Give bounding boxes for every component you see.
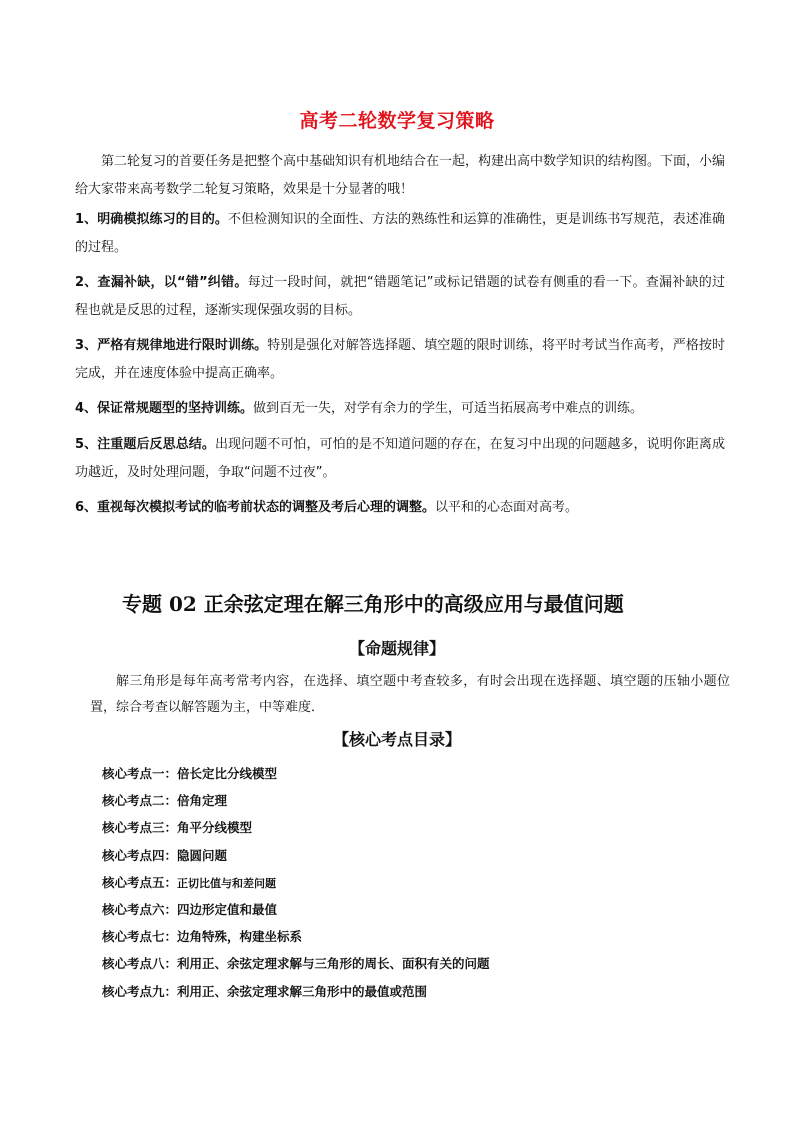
toc-item xyxy=(102,950,490,977)
strategy-item-1 xyxy=(75,206,725,262)
toc-item xyxy=(102,787,490,814)
topic-title: 专题 02 正余弦定理在解三角形中的高级应用与最值问题 xyxy=(122,592,624,616)
toc-item xyxy=(102,760,490,787)
strategy-head: 2、查漏补缺，以“错”纠错。 xyxy=(75,275,248,290)
toc-item-text: 正切比值与和差问题 xyxy=(177,876,277,890)
law-paragraph: 解三角形是每年高考常考内容，在选择、填空题中考查较多，有时会出现在选择题、填空题的压轴小题位置，综合考查以解答题为主，中等难度． xyxy=(90,674,730,715)
toc-item-label: 核心考点五： xyxy=(102,874,178,890)
strategy-head: 1、明确模拟练习的目的。 xyxy=(75,212,229,227)
strategy-item-5 xyxy=(75,431,725,487)
toc-item-label: 核心考点二： xyxy=(102,793,178,809)
toc-item-text: 边角特殊，构建坐标系 xyxy=(177,929,303,945)
strategy-body: 做到百无一失，对学有余力的学生，可适当拓展高考中难点的训练。 xyxy=(253,401,644,416)
toc-item-label: 核心考点四： xyxy=(102,847,178,863)
strategy-head: 4、保证常规题型的坚持训练。 xyxy=(75,401,254,416)
toc-list xyxy=(102,760,490,1005)
toc-item-label: 核心考点一： xyxy=(102,766,178,781)
law-heading: 【命题规律】 xyxy=(348,639,445,658)
toc-heading: 【核心考点目录】 xyxy=(332,730,461,749)
toc-item-text: 隐圆问题 xyxy=(177,847,228,863)
strategy-head: 3、严格有规律地进行限时训练。 xyxy=(75,338,268,353)
toc-item-label: 核心考点八： xyxy=(102,956,178,972)
toc-item xyxy=(102,842,490,869)
strategy-body: 出现问题不可怕，可怕的是不知道问题的存在，在复习中出现的问题越多，说明你距离成功越近，及时处理问题，争取“问题不过夜”。 xyxy=(75,437,725,480)
toc-item-label: 核心考点九： xyxy=(102,983,178,999)
toc-item-text: 四边形定值和最值 xyxy=(177,901,278,917)
page-title: 高考二轮数学复习策略 xyxy=(299,110,495,132)
strategy-item-2 xyxy=(75,269,725,325)
toc-item-text: 倍角定理 xyxy=(177,793,228,809)
strategy-item-4 xyxy=(75,395,725,423)
toc-item-text: 利用正、余弦定理求解与三角形的周长、面积有关的问题 xyxy=(177,956,490,972)
toc-item-text: 利用正、余弦定理求解三角形中的最值或范围 xyxy=(177,983,428,999)
toc-item-label: 核心考点三： xyxy=(102,820,178,836)
toc-item-label: 核心考点七： xyxy=(102,929,178,945)
strategy-head: 5、注重题后反思总结。 xyxy=(75,437,215,452)
toc-item-text: 角平分线模型 xyxy=(177,820,253,836)
toc-item xyxy=(102,869,490,896)
strategy-item-6 xyxy=(75,494,725,522)
toc-item xyxy=(102,896,490,923)
strategy-body: 以平和的心态面对高考。 xyxy=(435,500,579,515)
toc-item xyxy=(102,923,490,950)
strategy-head: 6、重视每次模拟考试的临考前状态的调整及考后心理的调整。 xyxy=(75,500,436,515)
strategy-body: 每过一段时间，就把“错题笔记”或标记错题的试卷有侧重的看一下。查漏补缺的过程也就是反思的过程，逐渐实现保强攻弱的目标。 xyxy=(75,275,725,318)
intro-paragraph: 第二轮复习的首要任务是把整个高中基础知识有机地结合在一起，构建出高中数学知识的结构图。下面，小编给大家带来高考数学二轮复习策略，效果是十分显著的哦！ xyxy=(75,154,726,197)
toc-item xyxy=(102,814,490,841)
toc-item xyxy=(102,978,490,1005)
toc-item-text: 倍长定比分线模型 xyxy=(177,766,278,781)
toc-item-label: 核心考点六： xyxy=(102,901,178,917)
strategy-body: 特别是强化对解答选择题、填空题的限时训练，将平时考试当作高考，严格按时完成，并在速度体验中提高正确率。 xyxy=(75,338,725,381)
strategy-body: 不但检测知识的全面性、方法的熟练性和运算的准确性，更是训练书写规范，表述准确的过程。 xyxy=(75,212,725,255)
strategy-item-3 xyxy=(75,332,725,388)
